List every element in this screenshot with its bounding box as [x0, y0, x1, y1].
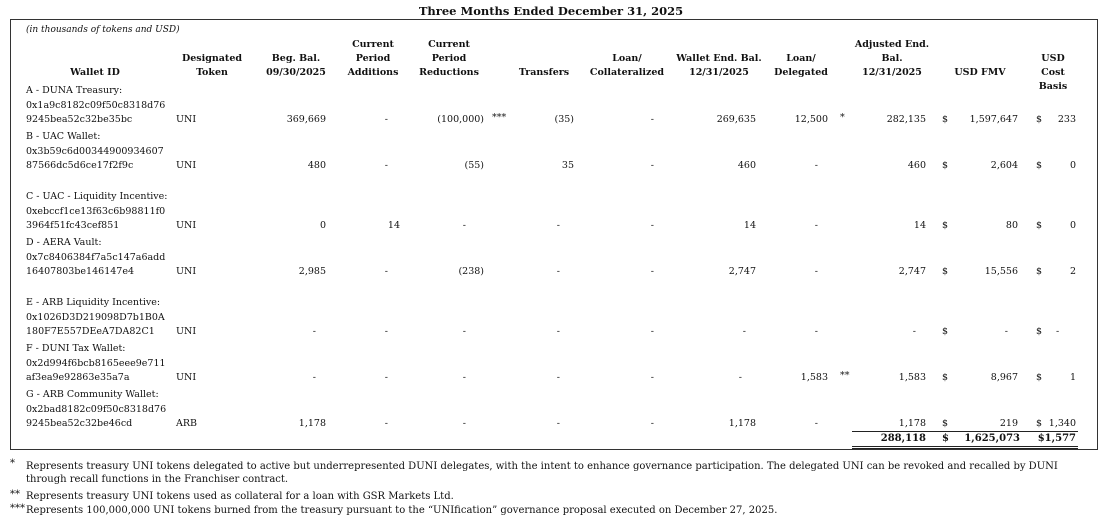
beg-bal: 1,178 — [298, 418, 326, 429]
header-adjusted-end-bal: Adjusted End. Bal. 12/31/2025 — [854, 39, 930, 78]
fmv-currency-symbol: $ — [942, 220, 949, 231]
header-current-additions: Current Period Additions — [347, 39, 399, 78]
footnote-mark: ** — [10, 489, 20, 500]
fmv-currency-symbol: $ — [942, 326, 949, 337]
wallet-label: G - ARB Community Wallet: — [26, 389, 159, 400]
header-beg-bal: Beg. Bal. 09/30/2025 — [266, 53, 326, 78]
wallet-end-bal: - — [742, 326, 746, 337]
transfers: - — [556, 326, 560, 337]
additions: - — [384, 326, 388, 337]
reduction-footnote-mark: *** — [492, 112, 507, 123]
reductions: (100,000) — [437, 114, 484, 125]
beg-bal: - — [312, 326, 316, 337]
reductions: - — [462, 372, 466, 383]
wallet-label: B - UAC Wallet: — [26, 131, 101, 142]
cost-currency-symbol: $ — [1036, 372, 1043, 383]
wallet-address: 3964f51fc43cef851 — [26, 220, 120, 231]
loan-collateralized: - — [650, 418, 654, 429]
wallet-end-bal: 2,747 — [728, 266, 756, 277]
loan-delegated: - — [814, 326, 818, 337]
adjusted-end-bal: 14 — [913, 220, 926, 231]
wallet-label: A - DUNA Treasury: — [26, 85, 123, 96]
units-note: (in thousands of tokens and USD) — [26, 25, 180, 35]
cost-currency-symbol: $ — [1036, 160, 1043, 171]
footnote-mark: *** — [10, 503, 25, 514]
transfers: (35) — [554, 114, 574, 125]
beg-bal: 2,985 — [298, 266, 326, 277]
cost-currency-symbol: $ — [1036, 114, 1043, 125]
usd-cost-basis: 0 — [1069, 160, 1076, 171]
loan-delegated: - — [814, 220, 818, 231]
designated-token: UNI — [176, 114, 197, 125]
wallet-address: 180F7E557DEeA7DA82C1 — [26, 326, 155, 337]
statement-title: Three Months Ended December 31, 2025 — [418, 4, 684, 18]
wallet-end-bal: 1,178 — [728, 418, 756, 429]
footnote-text: Represents 100,000,000 UNI tokens burned from the treasury pursuant to the “UNIfication” governance proposal executed on December 27, 2025. — [26, 505, 778, 516]
loan-delegated: 1,583 — [800, 372, 828, 383]
total-double-rule-top — [852, 446, 1078, 447]
additions: - — [384, 418, 388, 429]
transfers: - — [556, 418, 560, 429]
designated-token: UNI — [176, 372, 197, 383]
header-wallet-id: Wallet ID — [70, 67, 120, 78]
loan-collateralized: - — [650, 220, 654, 231]
loan-delegated: - — [814, 418, 818, 429]
reductions: (238) — [458, 266, 484, 277]
header-loan-collateralized: Loan/ Collateralized — [589, 53, 665, 78]
total-fmv-currency-symbol: $ — [942, 433, 949, 444]
wallet-end-bal: 14 — [743, 220, 756, 231]
total-double-rule-bottom — [852, 448, 1078, 449]
transfers: - — [556, 220, 560, 231]
wallet-address: 0x1a9c8182c09f50c8318d76 — [26, 100, 166, 111]
adjusted-end-bal: 1,583 — [898, 372, 926, 383]
transfers: - — [556, 266, 560, 277]
wallet-address: 0x3b59c6d00344900934607 — [26, 146, 164, 157]
usd-fmv: 15,556 — [984, 266, 1018, 277]
footnote-mark: * — [10, 458, 15, 469]
wallet-label: E - ARB Liquidity Incentive: — [26, 297, 161, 308]
adjusted-end-bal: 2,747 — [898, 266, 926, 277]
fmv-currency-symbol: $ — [942, 372, 949, 383]
loan-collateralized: - — [650, 160, 654, 171]
total-usd-fmv: 1,625,073 — [964, 433, 1020, 444]
wallet-address: 16407803be146147e4 — [26, 266, 134, 277]
wallet-address: 9245bea52c32be46cd — [26, 418, 133, 429]
reductions: - — [462, 220, 466, 231]
wallet-address: 87566dc5d6ce17f2f9c — [26, 160, 134, 171]
fmv-currency-symbol: $ — [942, 418, 949, 429]
header-usd-fmv: USD FMV — [954, 67, 1006, 78]
wallet-address: 0x2d994f6bcb8165eee9e711 — [26, 358, 166, 369]
wallet-label: F - DUNI Tax Wallet: — [26, 343, 126, 354]
subtotal-rule — [852, 431, 1078, 432]
usd-fmv: 219 — [999, 418, 1018, 429]
usd-fmv: 1,597,647 — [969, 114, 1018, 125]
delegated-footnote-mark: ** — [840, 370, 850, 381]
header-loan-delegated: Loan/ Delegated — [774, 53, 828, 78]
usd-fmv: 2,604 — [990, 160, 1018, 171]
delegated-footnote-mark: * — [840, 112, 845, 123]
header-wallet-end-bal: Wallet End. Bal. 12/31/2025 — [676, 53, 762, 78]
additions: 14 — [387, 220, 400, 231]
adjusted-end-bal: - — [912, 326, 916, 337]
wallet-address: 0x2bad8182c09f50c8318d76 — [26, 404, 167, 415]
loan-collateralized: - — [650, 114, 654, 125]
wallet-address: 0x1026D3D219098D7b1B0A — [26, 312, 165, 323]
header-usd-cost-basis: USD Cost Basis — [1038, 53, 1068, 92]
loan-delegated: 12,500 — [794, 114, 828, 125]
loan-delegated: - — [814, 160, 818, 171]
designated-token: ARB — [176, 418, 197, 429]
beg-bal: 480 — [307, 160, 326, 171]
usd-cost-basis: 2 — [1069, 266, 1076, 277]
fmv-currency-symbol: $ — [942, 160, 949, 171]
total-usd-cost-basis: $1,577 — [1037, 433, 1076, 444]
total-adjusted-end-bal: 288,118 — [880, 433, 926, 444]
wallet-end-bal: 460 — [737, 160, 756, 171]
designated-token: UNI — [176, 160, 197, 171]
footnote-text: Represents treasury UNI tokens used as collateral for a loan with GSR Markets Ltd. — [26, 491, 454, 502]
additions: - — [384, 114, 388, 125]
wallet-end-bal: - — [738, 372, 742, 383]
cost-currency-symbol: $ — [1036, 418, 1043, 429]
reductions: (55) — [464, 160, 484, 171]
usd-fmv: 80 — [1005, 220, 1018, 231]
wallet-address: af3ea9e92863e35a7a — [26, 372, 130, 383]
cost-currency-symbol: $ — [1036, 326, 1043, 337]
header-transfers: Transfers — [518, 67, 570, 78]
beg-bal: 369,669 — [286, 114, 326, 125]
adjusted-end-bal: 1,178 — [898, 418, 926, 429]
wallet-address: 0xebccf1ce13f63c6b98811f0 — [26, 206, 166, 217]
beg-bal: 0 — [319, 220, 326, 231]
wallet-label: D - AERA Vault: — [26, 237, 102, 248]
wallet-end-bal: 269,635 — [716, 114, 756, 125]
cost-currency-symbol: $ — [1036, 220, 1043, 231]
designated-token: UNI — [176, 266, 197, 277]
wallet-address: 9245bea52c32be35bc — [26, 114, 133, 125]
usd-cost-basis: - — [1056, 326, 1060, 337]
wallet-label: C - UAC - Liquidity Incentive: — [26, 191, 168, 202]
table-border — [10, 19, 1098, 450]
loan-collateralized: - — [650, 266, 654, 277]
loan-collateralized: - — [650, 372, 654, 383]
adjusted-end-bal: 460 — [907, 160, 926, 171]
footnote-text: Represents treasury UNI tokens delegated to active but underrepresented DUNI delegates, with the intent to enhance governance participation. The delegated UNI can be revoked and recalled by DUNI through recall functions in the Franchiser contract. — [26, 461, 1058, 485]
additions: - — [384, 372, 388, 383]
loan-collateralized: - — [650, 326, 654, 337]
additions: - — [384, 266, 388, 277]
additions: - — [384, 160, 388, 171]
wallet-address: 0x7c8406384f7a5c147a6add — [26, 252, 166, 263]
usd-cost-basis: 1 — [1069, 372, 1076, 383]
fmv-currency-symbol: $ — [942, 266, 949, 277]
adjusted-end-bal: 282,135 — [886, 114, 926, 125]
transfers: - — [556, 372, 560, 383]
header-designated-token: Designated Token — [181, 53, 243, 78]
usd-cost-basis: 0 — [1069, 220, 1076, 231]
designated-token: UNI — [176, 220, 197, 231]
reductions: - — [462, 326, 466, 337]
designated-token: UNI — [176, 326, 197, 337]
usd-cost-basis: 1,340 — [1048, 418, 1076, 429]
loan-delegated: - — [814, 266, 818, 277]
usd-cost-basis: 233 — [1057, 114, 1076, 125]
reductions: - — [462, 418, 466, 429]
header-current-reductions: Current Period Reductions — [419, 39, 479, 78]
cost-currency-symbol: $ — [1036, 266, 1043, 277]
beg-bal: - — [312, 372, 316, 383]
usd-fmv: 8,967 — [990, 372, 1018, 383]
transfers: 35 — [561, 160, 574, 171]
fmv-currency-symbol: $ — [942, 114, 949, 125]
usd-fmv: - — [1004, 326, 1008, 337]
